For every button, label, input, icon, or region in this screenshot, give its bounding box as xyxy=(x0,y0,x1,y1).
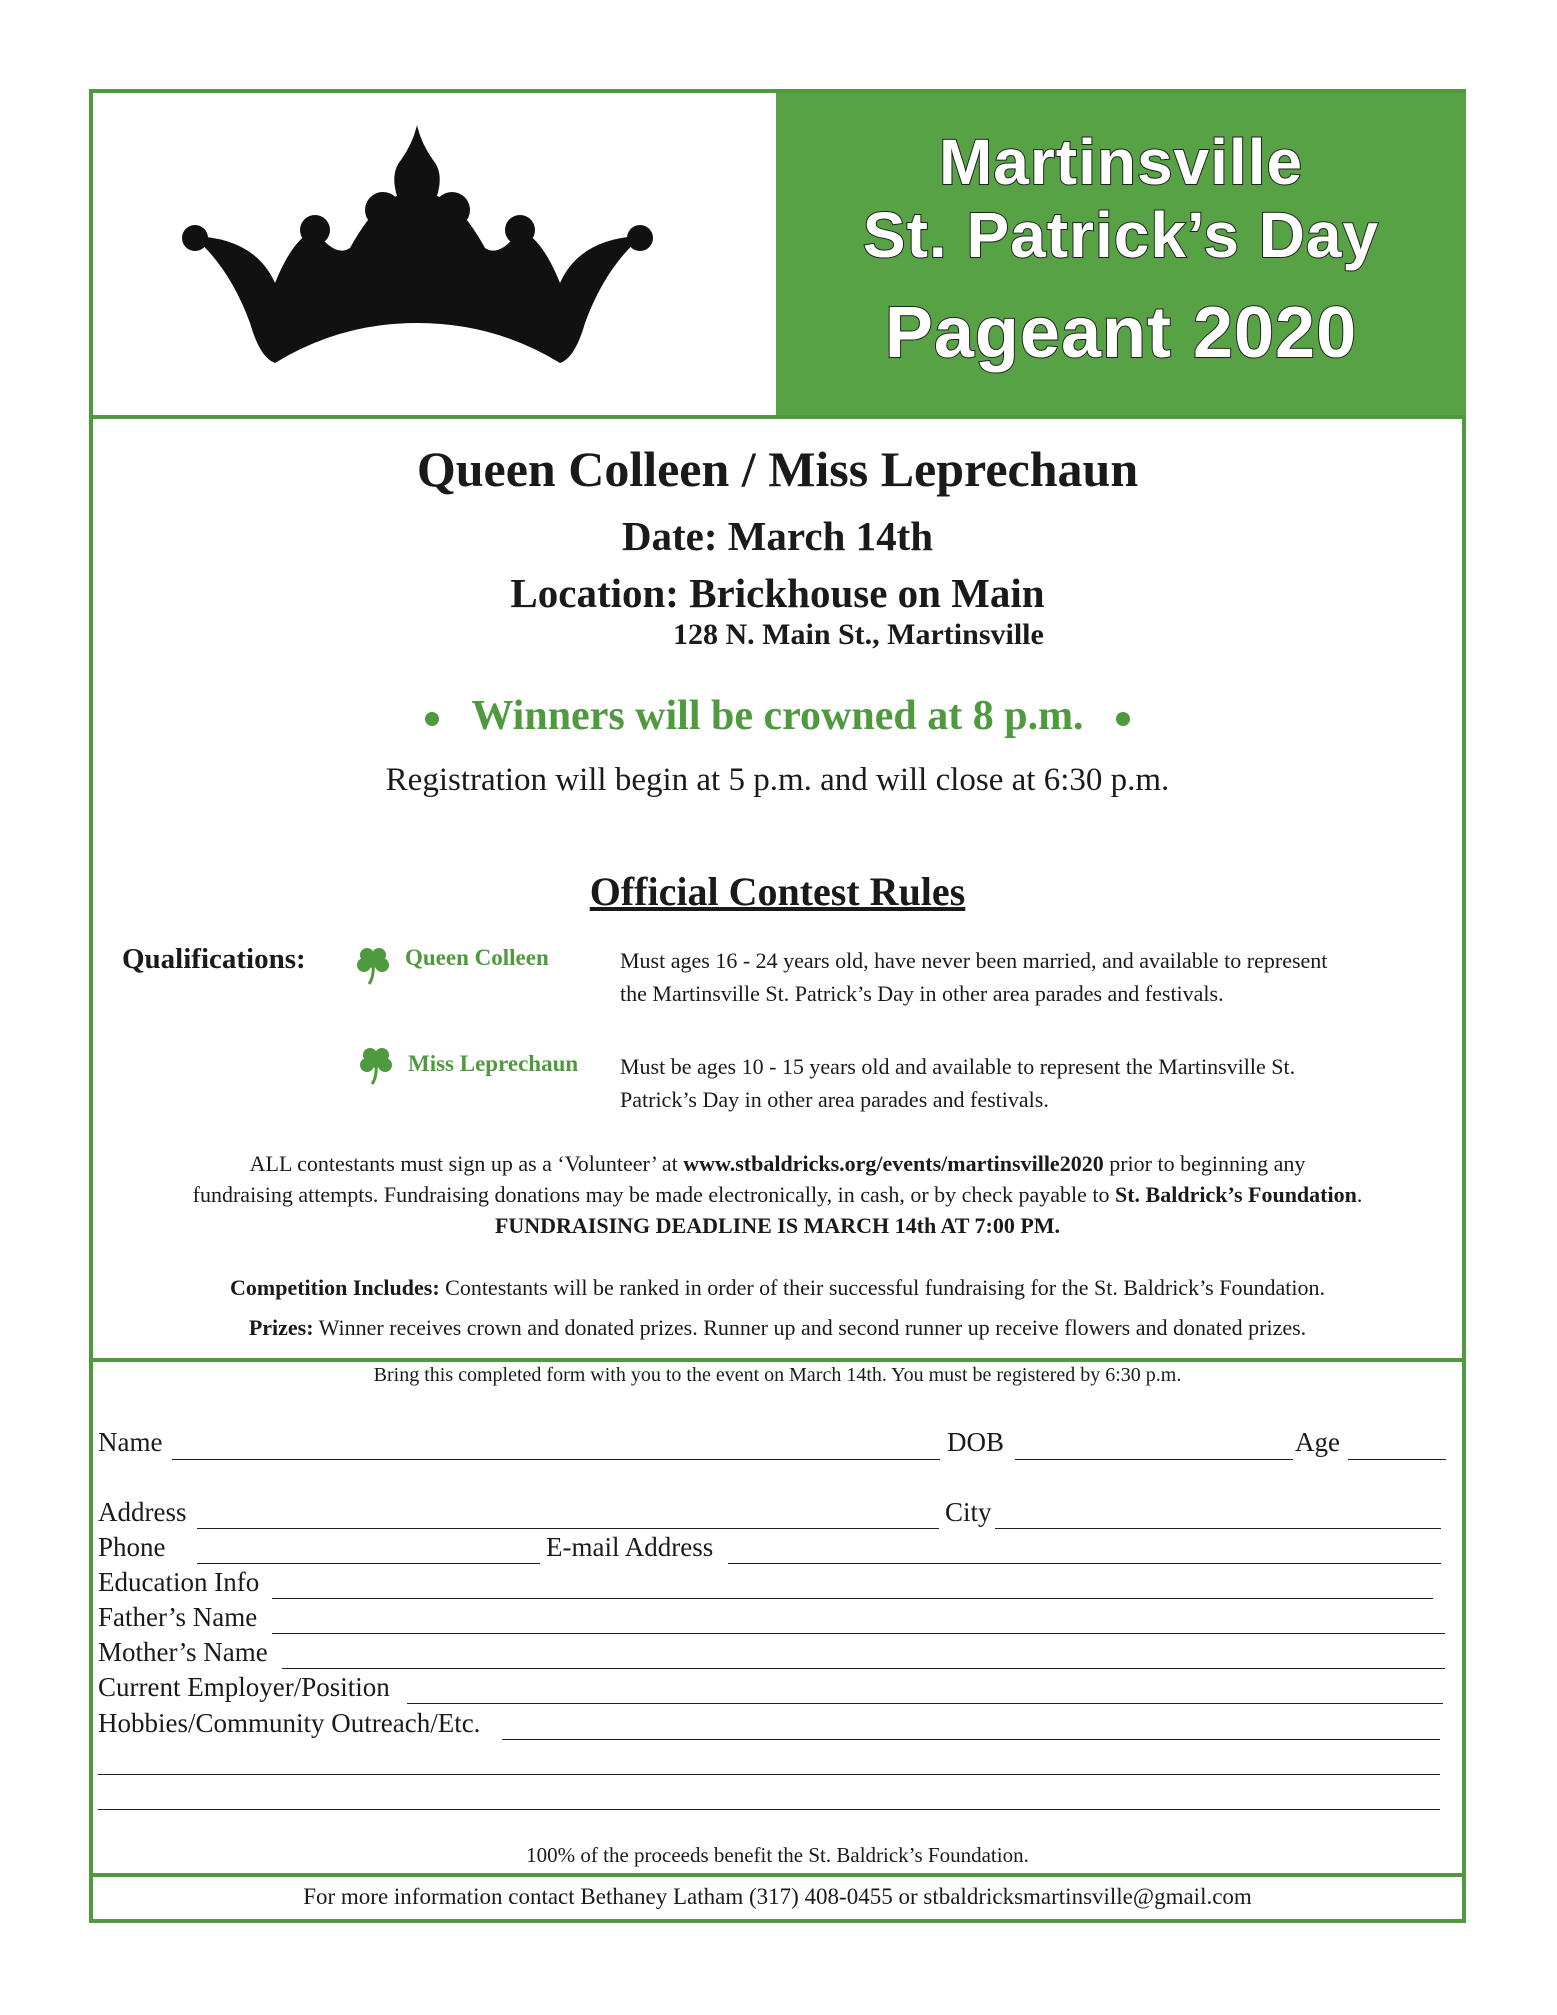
signup-text: fundraising attempts. Fundraising donations may be made electronically, in cash, or by check payable to xyxy=(192,1182,1115,1207)
hobbies-extra-line[interactable] xyxy=(98,1809,1440,1810)
queen-colleen-desc-line-2: the Martinsville St. Patrick’s Day in other area parades and festivals. xyxy=(620,981,1224,1006)
signup-url[interactable]: www.stbaldricks.org/events/martinsville2020 xyxy=(683,1151,1104,1176)
title-line-1: Martinsville xyxy=(938,126,1304,198)
mother-name-label: Mother’s Name xyxy=(98,1637,268,1667)
address-label: Address xyxy=(98,1497,187,1527)
name-field[interactable] xyxy=(172,1459,940,1460)
education-field[interactable] xyxy=(272,1598,1433,1599)
age-field[interactable] xyxy=(1348,1459,1446,1460)
competition-label: Competition Includes: xyxy=(230,1275,440,1300)
bullet-icon xyxy=(1116,712,1130,726)
form-instructions: Bring this completed form with you to the event on March 14th. You must be registered by 6:30 p.m. xyxy=(373,1364,1182,1386)
hobbies-label: Hobbies/Community Outreach/Etc. xyxy=(98,1708,481,1738)
prizes-label: Prizes: xyxy=(248,1315,314,1340)
signup-text: prior to beginning any xyxy=(1103,1151,1306,1176)
education-label: Education Info xyxy=(98,1567,260,1597)
employer-label: Current Employer/Position xyxy=(98,1672,390,1702)
rules-title: Official Contest Rules xyxy=(589,869,966,914)
fundraising-deadline: FUNDRAISING DEADLINE IS MARCH 14th AT 7:00 PM. xyxy=(494,1213,1061,1238)
signup-line-2 xyxy=(93,1179,1462,1210)
hobbies-extra-line[interactable] xyxy=(98,1774,1440,1775)
miss-leprechaun-description xyxy=(620,1050,1450,1116)
event-address: 128 N. Main St., Martinsville xyxy=(673,618,1044,651)
title-line-3: Pageant 2020 xyxy=(884,293,1358,373)
phone-field[interactable] xyxy=(197,1563,540,1564)
miss-leprechaun-desc-line-1: Must be ages 10 - 15 years old and available to represent the Martinsville St. xyxy=(620,1054,1296,1079)
signup-text: ALL contestants must sign up as a ‘Volunteer’ at xyxy=(249,1151,684,1176)
winners-text: Winners will be crowned at 8 p.m. xyxy=(471,693,1084,739)
signup-paragraph xyxy=(93,1148,1462,1241)
hobbies-field[interactable] xyxy=(502,1739,1440,1740)
father-name-label: Father’s Name xyxy=(98,1602,258,1632)
event-location: Location: Brickhouse on Main xyxy=(510,570,1045,616)
father-name-field[interactable] xyxy=(272,1633,1445,1634)
dob-label: DOB xyxy=(947,1427,1005,1457)
contact-info: For more information contact Bethaney Latham (317) 408-0455 or stbaldricksmartinsville@gmail.com xyxy=(303,1884,1252,1909)
phone-label: Phone xyxy=(98,1532,166,1562)
category-miss-leprechaun: Miss Leprechaun xyxy=(408,1051,579,1076)
category-queen-colleen: Queen Colleen xyxy=(405,945,549,970)
header-divider xyxy=(93,415,1462,419)
qualifications-label: Qualifications: xyxy=(122,943,306,975)
city-field[interactable] xyxy=(995,1528,1441,1529)
queen-colleen-description xyxy=(620,944,1450,1010)
winners-announcement xyxy=(93,692,1462,740)
mother-name-field[interactable] xyxy=(282,1668,1445,1669)
crown-icon xyxy=(175,118,660,368)
competition-text: Contestants will be ranked in order of their successful fundraising for the St. Baldrick’s Foundation. xyxy=(439,1275,1325,1300)
address-field[interactable] xyxy=(197,1528,939,1529)
shamrock-icon xyxy=(359,1045,393,1085)
email-label: E-mail Address xyxy=(546,1532,714,1562)
event-title: Queen Colleen / Miss Leprechaun xyxy=(416,441,1139,497)
shamrock-icon xyxy=(356,945,390,985)
title-line-2: St. Patrick’s Day xyxy=(862,199,1380,271)
proceeds-note: 100% of the proceeds benefit the St. Baldrick’s Foundation. xyxy=(526,1843,1029,1867)
bullet-icon xyxy=(425,712,439,726)
signup-line-1 xyxy=(93,1148,1462,1179)
city-label: City xyxy=(945,1497,992,1527)
prizes-info xyxy=(93,1312,1462,1343)
dob-field[interactable] xyxy=(1015,1459,1293,1460)
miss-leprechaun-desc-line-2: Patrick’s Day in other area parades and festivals. xyxy=(620,1087,1049,1112)
email-field[interactable] xyxy=(728,1563,1441,1564)
foundation-name: St. Baldrick’s Foundation xyxy=(1114,1182,1357,1207)
form-divider xyxy=(93,1358,1462,1362)
name-label: Name xyxy=(98,1427,163,1457)
prizes-text: Winner receives crown and donated prizes. Runner up and second runner up receive flowers and donated prizes. xyxy=(313,1315,1307,1340)
age-label: Age xyxy=(1295,1427,1340,1457)
event-date: Date: March 14th xyxy=(621,513,934,559)
employer-field[interactable] xyxy=(407,1703,1443,1704)
queen-colleen-desc-line-1: Must ages 16 - 24 years old, have never been married, and available to represent xyxy=(620,948,1328,973)
signup-text: . xyxy=(1356,1182,1363,1207)
registration-info: Registration will begin at 5 p.m. and will close at 6:30 p.m. xyxy=(385,762,1170,798)
competition-info xyxy=(93,1272,1462,1303)
footer-divider xyxy=(93,1873,1462,1877)
